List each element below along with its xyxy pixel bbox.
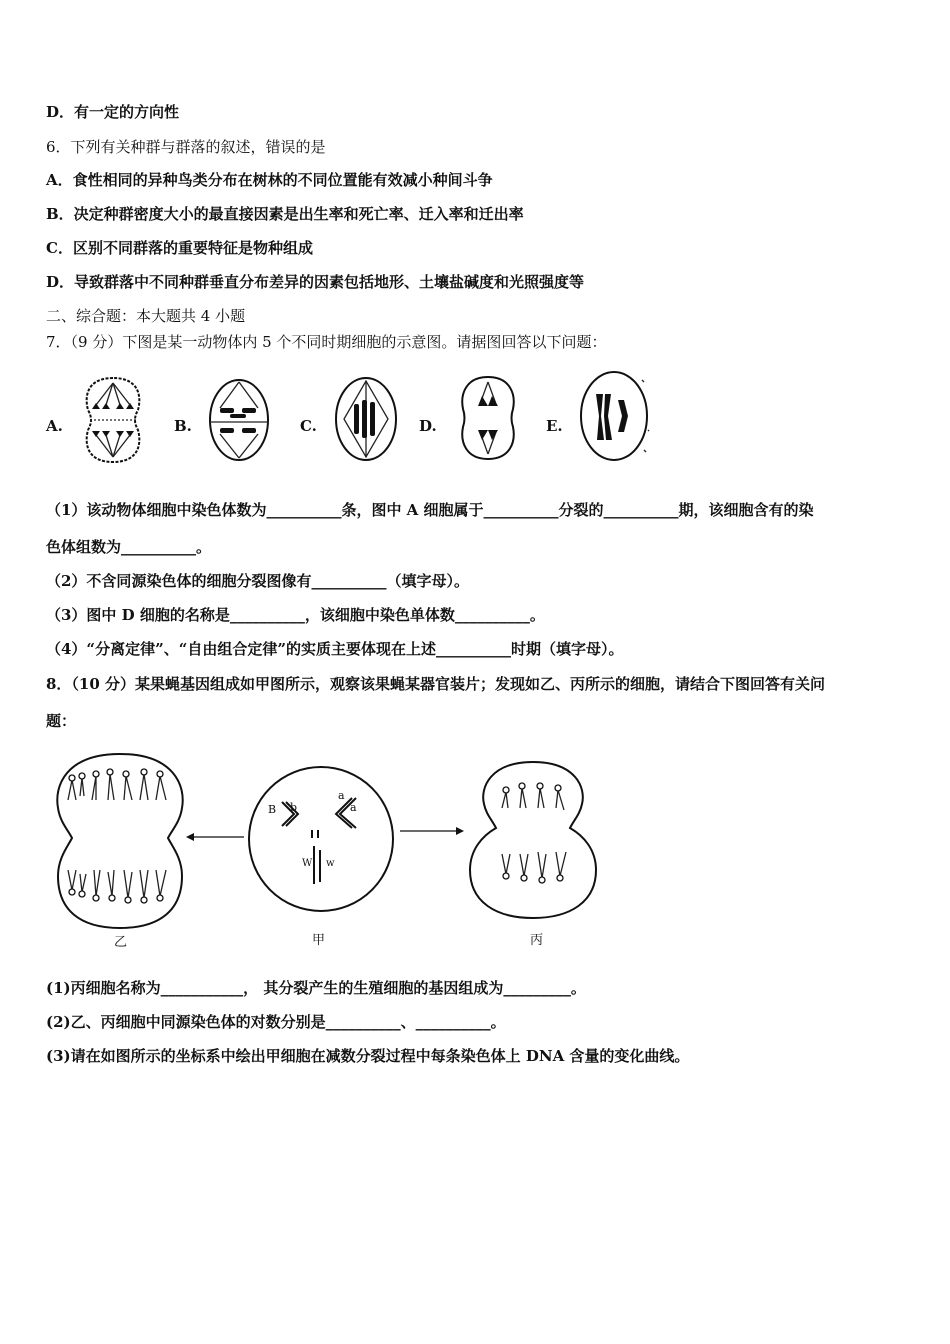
section-2-title: 二、综合题：本大题共 4 小题 <box>46 307 246 325</box>
q8-sub2: (2)乙、丙细胞中同源染色体的对数分别是__________、__________。 <box>46 1013 506 1031</box>
q8-sub3: (3)请在如图所示的坐标系中绘出甲细胞在减数分裂过程中每条染色体上 DNA 含量的变化曲线。 <box>46 1047 690 1065</box>
q6-option-a: A．食性相同的异种鸟类分布在树林的不同位置能有效减小种间斗争 <box>46 171 493 189</box>
q7-sub2: （2）不含同源染色体的细胞分裂图像有__________（填字母）。 <box>46 572 469 590</box>
q7-label-a: A. <box>46 417 63 435</box>
q6-option-c: C．区别不同群落的重要特征是物种组成 <box>46 239 313 257</box>
caption-jia: 甲 <box>312 933 326 948</box>
q7-cell-a-drawing <box>78 375 148 465</box>
q7-label-c: C. <box>300 417 317 435</box>
gene-label-b-lower: b <box>290 801 298 814</box>
q8-stem-line2: 题： <box>46 712 77 730</box>
q6-option-d: D．导致群落中不同种群垂直分布差异的因素包括地形、土壤盐碱度和光照强度等 <box>46 273 585 291</box>
q6-option-b: B．决定种群密度大小的最直接因素是出生率和死亡率、迁入率和迁出率 <box>46 205 524 223</box>
q7-label-b: B. <box>174 417 192 435</box>
gene-label-w-upper: W <box>302 858 313 869</box>
q8-stem-line1: 8．（10 分）某果蝇基因组成如甲图所示，观察该果蝇某器官装片；发现如乙、丙所示的细胞，请结合下图回答有关问 <box>46 675 826 693</box>
q7-label-d: D. <box>419 417 437 435</box>
q7-cell-e-drawing <box>578 370 654 464</box>
q8-arrow-to-bing <box>398 826 464 836</box>
gene-label-a-2: a <box>350 801 357 814</box>
q7-cell-b-drawing <box>208 378 270 462</box>
gene-label-a-1: a <box>338 789 345 802</box>
gene-label-b-upper: B <box>268 803 277 816</box>
q7-stem: 7．（9 分）下图是某一动物体内 5 个不同时期细胞的示意图。请据图回答以下问题： <box>46 333 607 351</box>
q7-sub4: （4）“分离定律”、“自由组合定律”的实质主要体现在上述__________时期（填字母）。 <box>46 640 624 658</box>
q5-option-d: D．有一定的方向性 <box>46 103 180 121</box>
q8-cell-jia-drawing <box>246 764 396 914</box>
q7-sub1-line2: 色体组数为__________。 <box>46 538 212 556</box>
q7-sub1-line1: （1）该动物体细胞中染色体数为__________条，图中 A 细胞属于__________分裂的__________期，该细胞含有的染 <box>46 501 814 519</box>
q6-stem: 6．下列有关种群与群落的叙述，错误的是 <box>46 138 326 156</box>
q7-label-e: E. <box>546 417 563 435</box>
q8-arrow-to-yi <box>186 832 246 842</box>
q8-cell-bing-drawing <box>466 758 600 922</box>
q8-sub1: (1)丙细胞名称为___________， 其分裂产生的生殖细胞的基因组成为_________。 <box>46 979 586 997</box>
q7-cell-c-drawing <box>334 376 398 462</box>
gene-label-w-lower: w <box>326 858 335 869</box>
q7-cell-d-drawing <box>454 374 522 462</box>
caption-yi: 乙 <box>114 935 128 950</box>
caption-bing: 丙 <box>530 933 544 948</box>
q7-sub3: （3）图中 D 细胞的名称是__________，该细胞中染色单体数__________。 <box>46 606 545 624</box>
q8-cell-yi-drawing <box>52 750 188 932</box>
